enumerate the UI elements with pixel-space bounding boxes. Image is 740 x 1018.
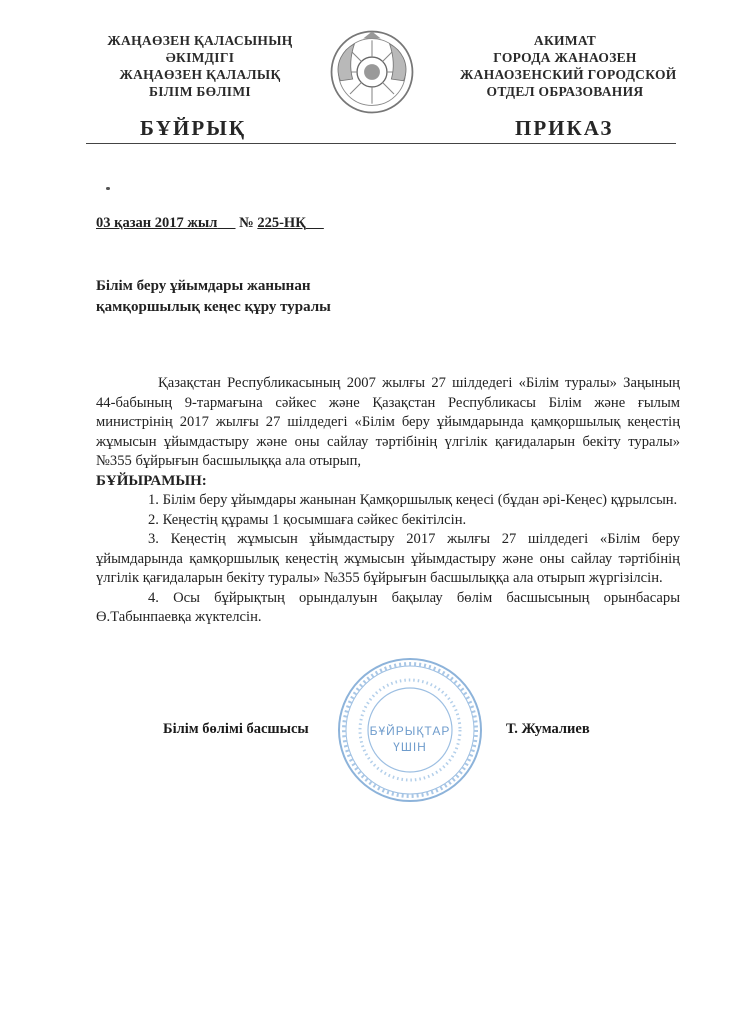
order-item: 4. Осы бұйрықтың орындалуын бақылау бөлім басшысының орынбасары Ө.Табынпаевқа жүктелсін. xyxy=(96,589,680,625)
doc-type-kz: БҰЙРЫҚ xyxy=(140,116,247,140)
scan-speck xyxy=(106,187,110,190)
header-right-line: АКИМАТ xyxy=(533,33,597,48)
header-right-line: ГОРОДА ЖАНАОЗЕН xyxy=(493,50,637,65)
order-number-sign: № xyxy=(239,215,254,231)
kazakhstan-emblem-icon xyxy=(328,28,416,116)
stamp-text-line: ҮШІН xyxy=(393,740,427,754)
order-reference xyxy=(96,215,324,232)
order-body xyxy=(96,374,680,628)
signatory-name: Т. Жумалиев xyxy=(506,721,590,737)
header-right-ru xyxy=(460,32,677,100)
signatory-title: Білім бөлімі басшысы xyxy=(163,721,309,737)
header-left-line: ӘКІМДІГІ xyxy=(165,50,235,65)
stamp-text-line: БҰЙРЫҚТАР xyxy=(369,724,451,738)
order-subject xyxy=(96,276,331,318)
header-left-kz xyxy=(80,32,320,100)
order-date: 03 қазан 2017 жыл xyxy=(96,215,218,231)
order-item: 1. Білім беру ұйымдары жанынан Қамқоршылық кеңесі (бұдан әрі-Кеңес) құрылсын. xyxy=(148,492,678,508)
order-number: 225-НҚ xyxy=(257,215,306,231)
header-right-line: ОТДЕЛ ОБРАЗОВАНИЯ xyxy=(486,84,644,99)
order-item: 3. Кеңестің жұмысын ұйымдастыру 2017 жылғы 27 шілдедегі «Білім беру ұйымдарында қамқоршылық кеңестің жұмысын ұйымдастыру және оны сайлау тәртібінің үлгілік қағидаларын бекіту туралы» №355 бұйрығын басшылыққа ала отырып жүргізілсін. xyxy=(96,531,680,586)
doc-type-ru: ПРИКАЗ xyxy=(515,116,614,140)
order-word: БҰЙЫРАМЫН: xyxy=(96,472,207,489)
header-left-line: ЖАҢАӨЗЕН ҚАЛАЛЫҚ xyxy=(119,67,281,82)
header-divider xyxy=(86,143,676,144)
header-right-line: ЖАНАОЗЕНСКИЙ ГОРОДСКОЙ xyxy=(460,67,677,82)
subject-line: Білім беру ұйымдары жанынан xyxy=(96,278,311,294)
preamble-paragraph: Қазақстан Республикасының 2007 жылғы 27 шілдедегі «Білім туралы» Заңының 44-бабының 9-тармағына сәйкес және Қазақстан Республикасы Білім және ғылым министрінің 2017 жылғы 27 шілдедегі «Білім беру ұйымдарында қамқоршылық кеңестің жұмысын ұйымдастыру және оны сайлау тәртібінің үлгілік қағидаларын бекіту туралы» №355 бұйрығын басшылыққа ала отырып, xyxy=(96,375,680,469)
header-left-line: ЖАҢАӨЗЕН ҚАЛАСЫНЫҢ xyxy=(107,33,293,48)
subject-line: қамқоршылық кеңес құру туралы xyxy=(96,299,331,315)
order-item: 2. Кеңестің құрамы 1 қосымшаға сәйкес бекітілсін. xyxy=(148,511,467,528)
header-left-line: БІЛІМ БӨЛІМІ xyxy=(149,84,251,99)
